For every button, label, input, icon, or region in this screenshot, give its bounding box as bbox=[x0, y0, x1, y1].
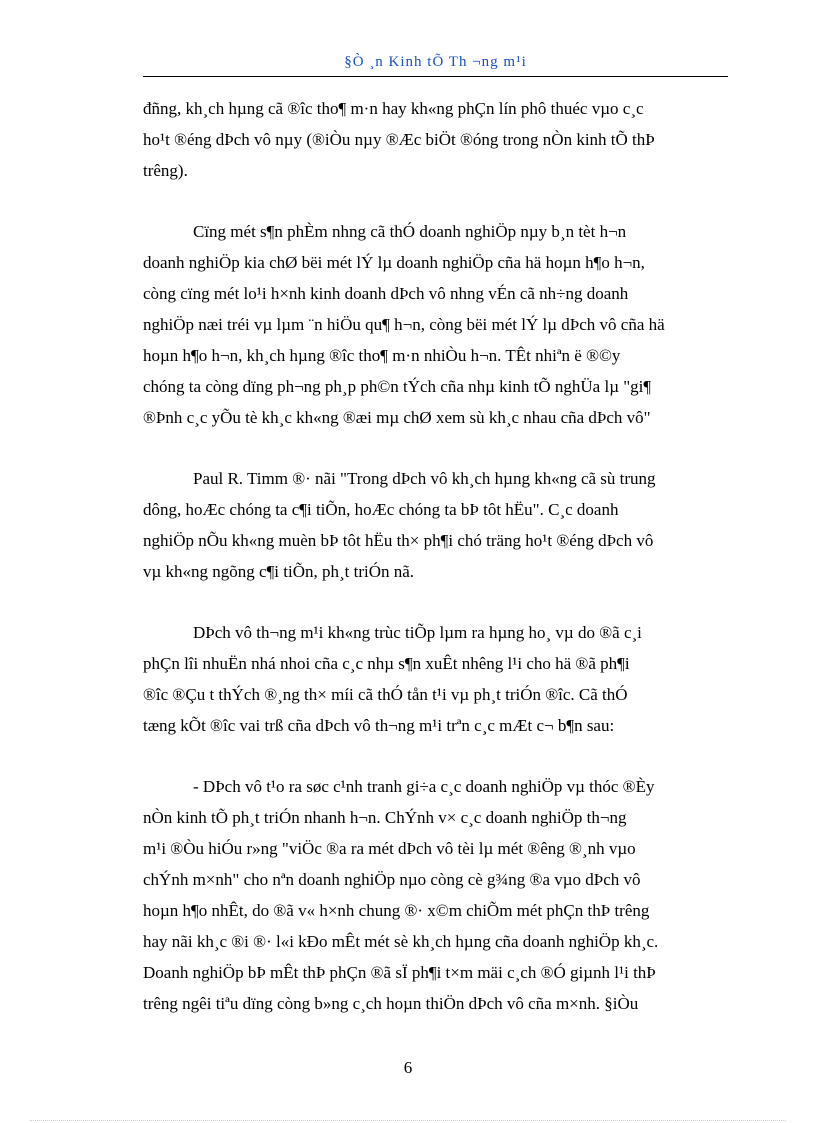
paragraph-2 bbox=[143, 216, 727, 433]
text-line: doanh nghiÖp kia chØ bëi mét lÝ lµ doanh nghiÖp cña hä hoµn h¶o h¬n, bbox=[143, 253, 645, 272]
document-body bbox=[143, 93, 727, 1049]
text-line: hoµn h¶o nhÊt, do ®ã v« h×nh chung ®· x©m chiÕm mét phÇn thÞ trêng bbox=[143, 901, 650, 920]
page-bottom-dotted-edge bbox=[30, 1120, 786, 1121]
text-line: nghiÖp næi tréi vµ lµm ¨n hiÖu qu¶ h¬n, còng bëi mét lÝ lµ dÞch vô cña hä bbox=[143, 315, 665, 334]
text-line: vµ kh«ng ngõng c¶i tiÕn, ph¸t triÓn nã. bbox=[143, 562, 415, 581]
text-line: ®îc ®Çu t thÝch ®¸ng th× míi cã thÓ tån t¹i vµ ph¸t triÓn ®îc. Cã thÓ bbox=[143, 685, 628, 704]
page-number: 6 bbox=[403, 1058, 413, 1077]
paragraph-4 bbox=[143, 617, 727, 741]
text-line: ho¹t ®éng dÞch vô nµy (®iÒu nµy ®Æc biÖt ®óng trong nÒn kinh tÕ thÞ bbox=[143, 130, 655, 149]
text-line: Doanh nghiÖp bÞ mÊt thÞ phÇn ®ã sÏ ph¶i t×m mäi c¸ch ®Ó giµnh l¹i thÞ bbox=[143, 963, 656, 982]
text-line: hoµn h¶o h¬n, kh¸ch hµng ®îc tho¶ m·n nhiÒu h¬n. TÊt nhiªn ë ®©y bbox=[143, 346, 621, 365]
page-header-title: §Ò ¸n Kinh tÕ Th ¬ng m¹i bbox=[344, 54, 527, 70]
text-line: tæng kÕt ®îc vai trß cña dÞch vô th¬ng m¹i trªn c¸c mÆt c¬ b¶n sau: bbox=[143, 716, 615, 735]
text-line: trêng ngêi tiªu dïng còng b»ng c¸ch hoµn thiÖn dÞch vô cña m×nh. §iÒu bbox=[143, 994, 639, 1013]
text-line: ®Þnh c¸c yÕu tè kh¸c kh«ng ®æi mµ chØ xem sù kh¸c nhau cña dÞch vô" bbox=[143, 408, 651, 427]
text-line: m¹i ®Òu hiÓu r»ng "viÖc ®a ra mét dÞch vô tèi lµ mét ®êng ®¸nh vµo bbox=[143, 839, 636, 858]
text-line: DÞch vô th¬ng m¹i kh«ng trùc tiÕp lµm ra hµng ho¸ vµ do ®ã c¸i bbox=[193, 623, 642, 642]
text-line: chóng ta còng dïng ph¬ng ph¸p ph©n tÝch cña nhµ kinh tÕ nghÜa lµ "gi¶ bbox=[143, 377, 652, 396]
text-line: nÒn kinh tÕ ph¸t triÓn nhanh h¬n. ChÝnh v× c¸c doanh nghiÖp th¬ng bbox=[143, 808, 627, 827]
text-line: Cïng mét s¶n phÈm nhng cã thÓ doanh nghiÖp nµy b¸n tèt h¬n bbox=[193, 222, 627, 241]
text-line: đñng, kh¸ch hµng cã ®îc tho¶ m·n hay kh«ng phÇn lín phô thuéc vµo c¸c bbox=[143, 99, 644, 118]
paragraph-5 bbox=[143, 771, 727, 1019]
text-line: chÝnh m×nh" cho nªn doanh nghiÖp nµo còng cè g¾ng ®a vµo dÞch vô bbox=[143, 870, 641, 889]
text-line: dông, hoÆc chóng ta c¶i tiÕn, hoÆc chóng ta bÞ tôt hËu". C¸c doanh bbox=[143, 500, 619, 519]
text-line: còng cïng mét lo¹i h×nh kinh doanh dÞch vô nhng vÉn cã nh÷ng doanh bbox=[143, 284, 629, 303]
header-divider bbox=[143, 76, 728, 77]
text-line: phÇn lîi nhuËn nhá nhoi cña c¸c nhµ s¶n xuÊt nhêng l¹i cho hä ®ã ph¶i bbox=[143, 654, 630, 673]
text-line: hay nãi kh¸c ®i ®· l«i kÐo mÊt mét sè kh¸ch hµng cña doanh nghiÖp kh¸c. bbox=[143, 932, 659, 951]
text-line: Paul R. Timm ®· nãi "Trong dÞch vô kh¸ch hµng kh«ng cã sù trung bbox=[193, 469, 656, 488]
text-line: nghiÖp nÕu kh«ng muèn bÞ tôt hËu th× ph¶i chó träng ho¹t ®éng dÞch vô bbox=[143, 531, 654, 550]
paragraph-3 bbox=[143, 463, 727, 587]
text-line: trêng). bbox=[143, 161, 188, 180]
text-line: - DÞch vô t¹o ra søc c¹nh tranh gi÷a c¸c doanh nghiÖp vµ thóc ®Èy bbox=[193, 777, 655, 796]
paragraph-1 bbox=[143, 93, 727, 186]
